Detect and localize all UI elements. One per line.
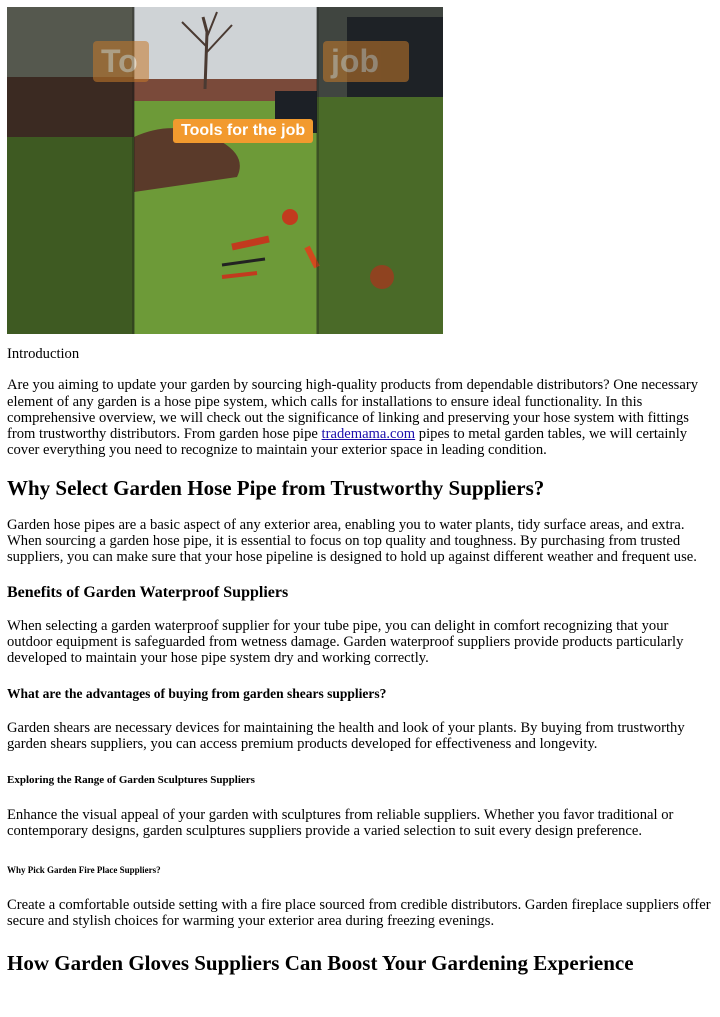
- ghost-caption-right: job: [323, 41, 409, 82]
- heading-why-select: Why Select Garden Hose Pipe from Trustworthy Suppliers?: [7, 475, 545, 500]
- heading-fireplace: Why Pick Garden Fire Place Suppliers?: [7, 864, 161, 875]
- intro-text-before: Are you aiming to update your garden by sourcing high-quality products from dependable distributors? One necessary element of any garden is a hose pipe system, which calls for installations to ensure ideal functionality. In this comprehensive overview, we will check out the significance of linking and preserving your hose system with fittings from trustworthy distributors. From garden hose pipe: [7, 377, 698, 443]
- article-body: [7, 346, 712, 976]
- paragraph-fireplace: Create a comfortable outside setting with a fire place sourced from credible distributors. Garden fireplace suppliers offer secure and stylish choices for warming your exterior area during freezing evenings.: [7, 896, 711, 930]
- paragraph-benefits: When selecting a garden waterproof supplier for your tube pipe, you can delight in comfort recognizing that your outdoor equipment is safeguarded from wetness damage. Garden waterproof suppliers provide products particularly developed to maintain your hose pipe system dry and working correctly.: [7, 617, 684, 667]
- paragraph-shears: Garden shears are necessary devices for maintaining the health and look of your plants. By buying from trustworthy garden shears suppliers, you can access premium products developed for effectiveness and longevity.: [7, 719, 685, 752]
- heading-sculptures: Exploring the Range of Garden Sculptures Suppliers: [7, 774, 255, 787]
- paragraph-why-select: Garden hose pipes are a basic aspect of any exterior area, enabling you to water plants, tidy surface areas, and extra. When sourcing a garden hose pipe, it is essential to focus on top quality and toughness. By purchasing from trusted suppliers, you can make sure that your hose pipeline is designed to hold up against different weather and frequent use.: [7, 516, 697, 566]
- paragraph-sculptures: Enhance the visual appeal of your garden with sculptures from reliable suppliers. Whether you favor traditional or contemporary designs, garden sculptures suppliers provide a varied selection to suit every design preference.: [7, 807, 674, 840]
- heading-shears: What are the advantages of buying from garden shears suppliers?: [7, 685, 387, 701]
- intro-paragraph: [7, 377, 712, 458]
- intro-text-after: pipes to metal garden tables, we will certainly cover everything you need to recognize to maintain your exterior space in leading condition.: [7, 426, 688, 459]
- ghost-caption-left: To: [93, 41, 149, 82]
- trademama-link[interactable]: trademama.com: [321, 426, 416, 443]
- heading-benefits: Benefits of Garden Waterproof Suppliers: [7, 583, 289, 601]
- heading-gloves: How Garden Gloves Suppliers Can Boost Your Gardening Experience: [7, 951, 634, 976]
- intro-label: Introduction: [7, 346, 80, 362]
- video-caption: Tools for the job: [173, 119, 313, 143]
- hero-video-thumbnail[interactable]: [7, 7, 443, 334]
